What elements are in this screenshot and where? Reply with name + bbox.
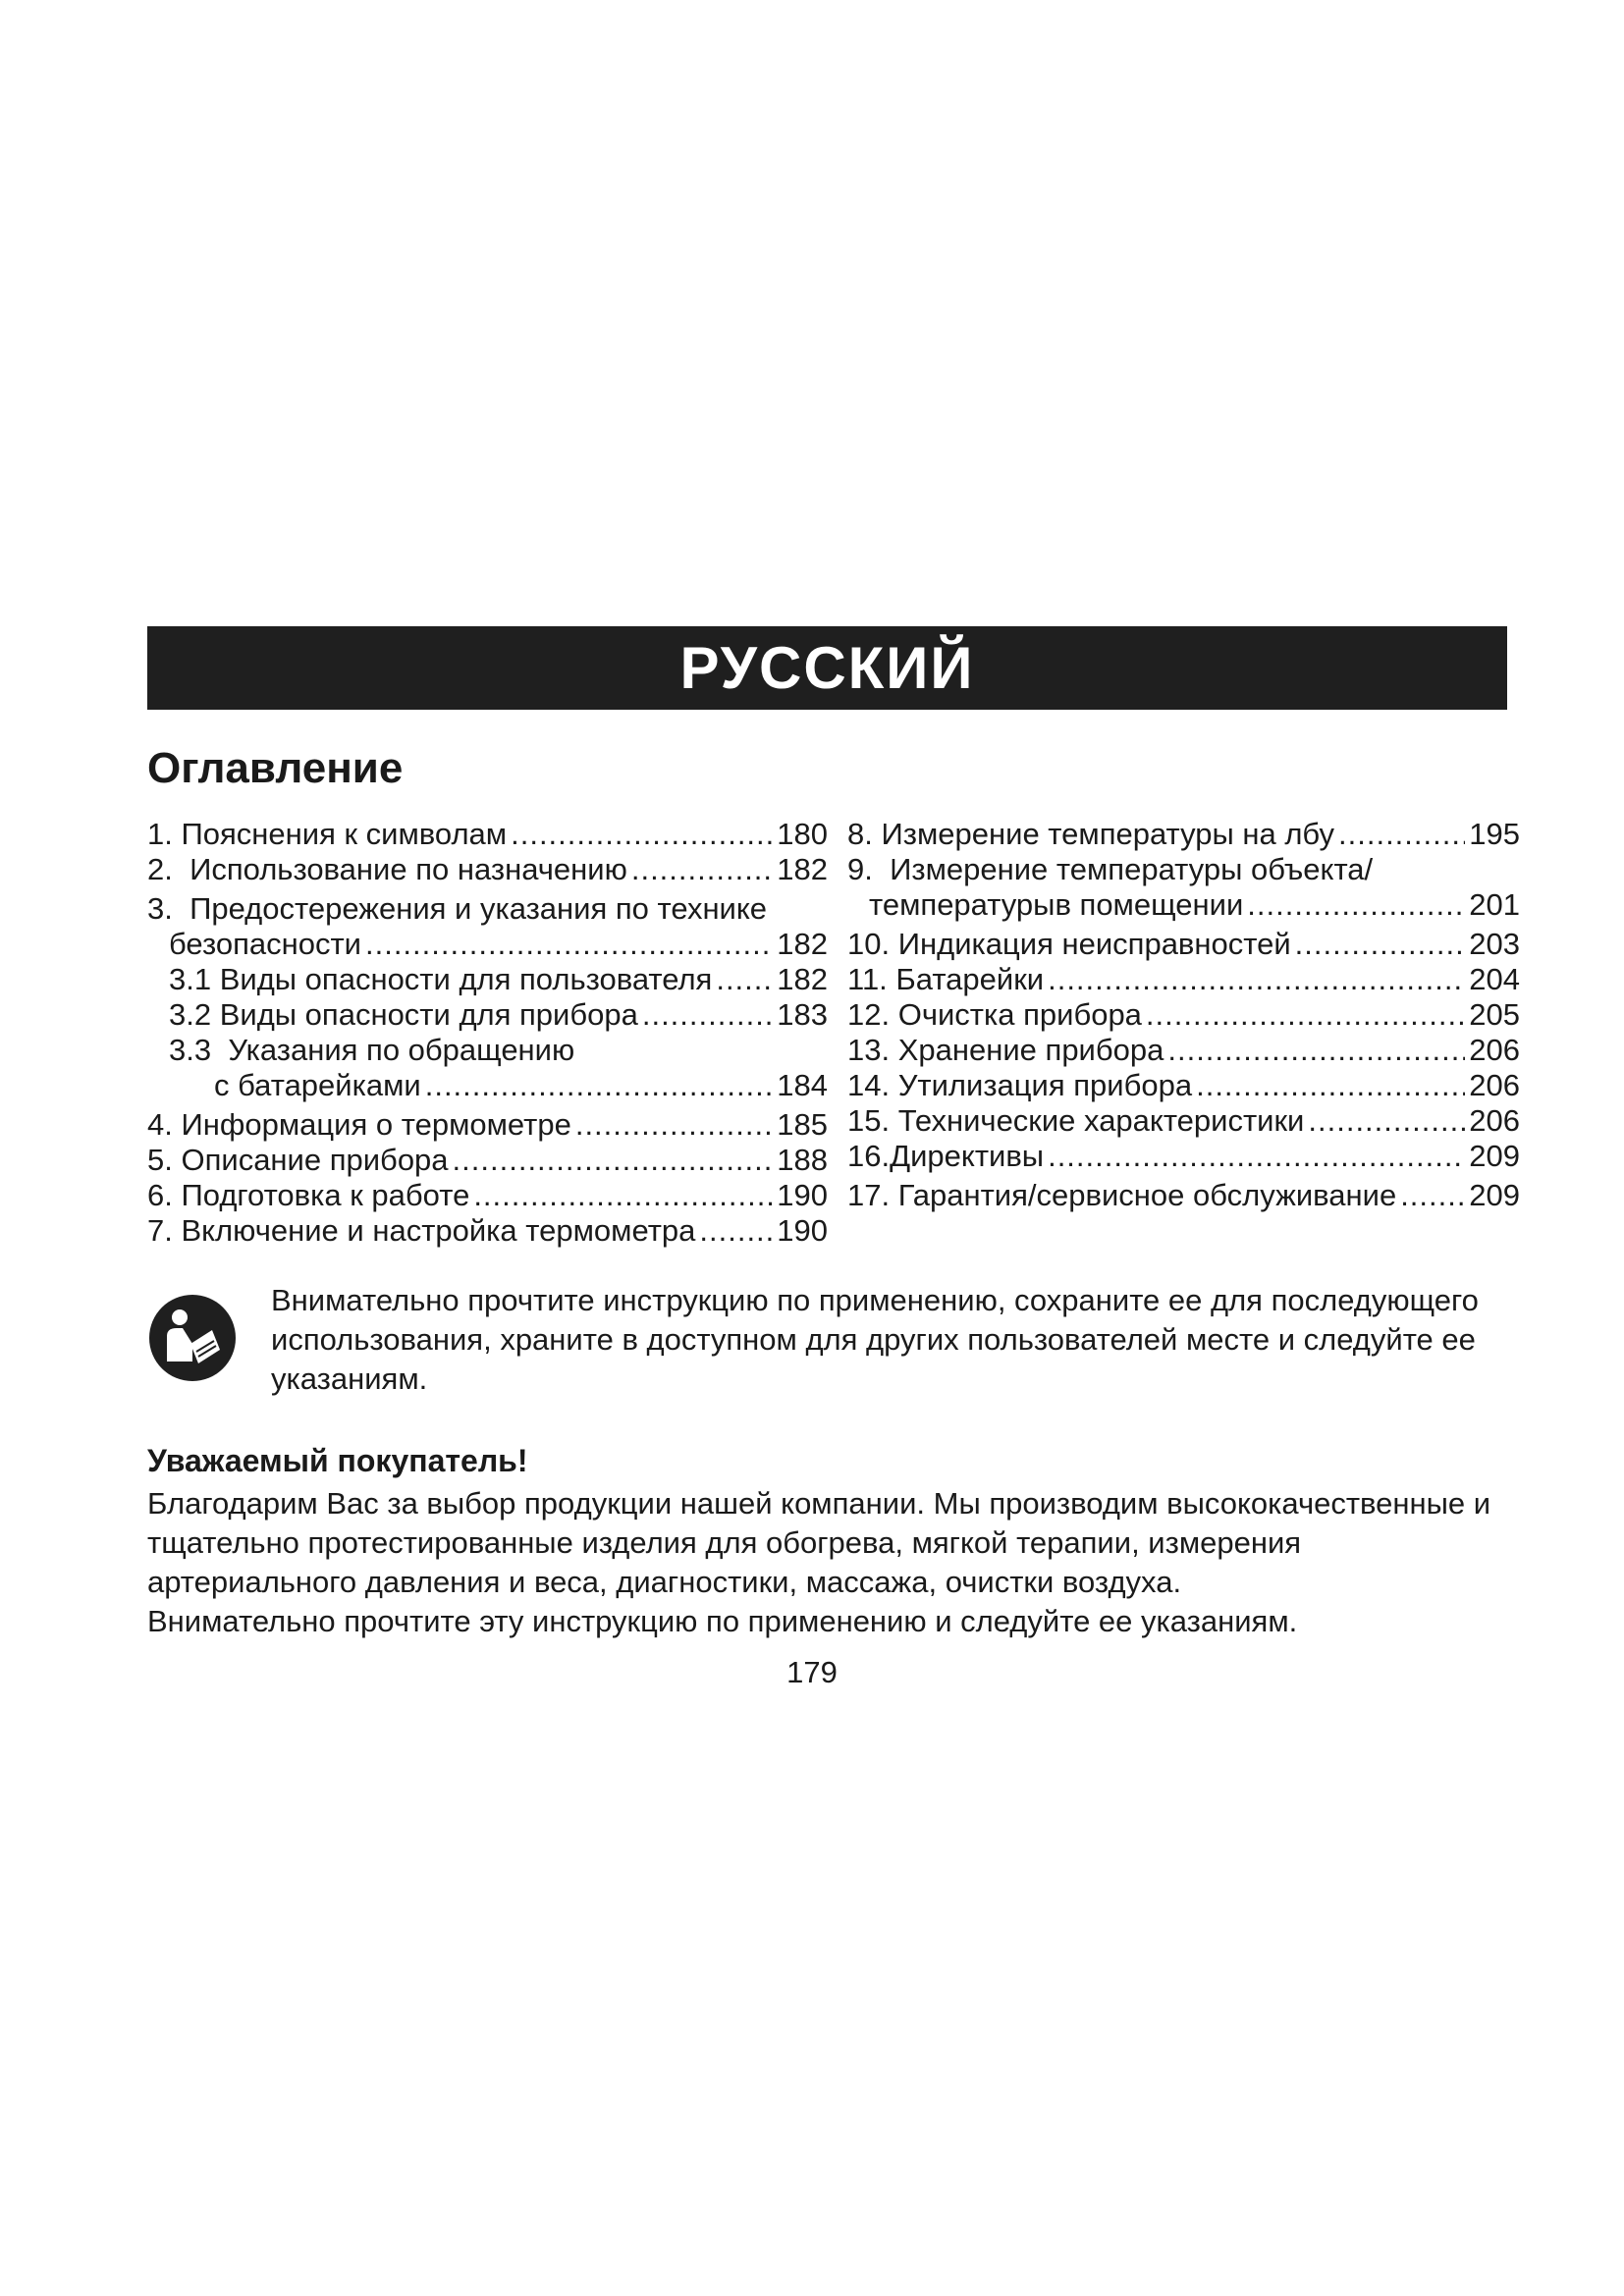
toc-entry	[847, 927, 1520, 962]
toc-entry-number: 15.	[847, 1103, 891, 1138]
toc-entry	[147, 1143, 828, 1178]
toc-entry	[147, 1068, 828, 1103]
toc-entry	[847, 852, 1520, 887]
toc-entry-number: 17.	[847, 1178, 891, 1212]
toc-entry-number: 7.	[147, 1213, 173, 1248]
toc-dot-leader	[575, 1107, 773, 1143]
toc-entry-label: Измерение температуры объекта/	[872, 852, 1374, 886]
toc-entry-number: 6.	[147, 1178, 173, 1212]
toc-entry-label: Гарантия/сервисное обслуживание	[890, 1178, 1397, 1212]
toc-entry	[847, 887, 1520, 923]
toc-dot-leader	[365, 927, 773, 962]
toc-entry-number: 12.	[847, 997, 891, 1032]
toc-entry-label: Информация о термометре	[172, 1107, 571, 1142]
page-number: 179	[786, 1655, 838, 1689]
toc-entry-label: 3.1 Виды опасности для пользователя	[169, 962, 713, 996]
toc-entry-label: Технические характеристики	[890, 1103, 1305, 1138]
toc-entry	[847, 1033, 1520, 1068]
toc-dot-leader	[1048, 962, 1465, 997]
toc-entry-page: 190	[777, 1178, 828, 1212]
toc-entry-label: 3.3 Указания по обращению	[169, 1033, 575, 1067]
toc-heading: Оглавление	[147, 744, 404, 792]
toc-entry-page: 188	[777, 1143, 828, 1177]
toc-dot-leader	[1295, 927, 1466, 962]
toc-entry-page: 195	[1469, 817, 1520, 851]
toc-entry	[147, 852, 828, 887]
toc-entry-page: 203	[1469, 927, 1520, 961]
toc-left-column	[147, 817, 828, 1249]
toc-entry-label: Включение и настройка термометра	[172, 1213, 696, 1248]
toc-entry	[847, 1139, 1520, 1174]
toc-entry-label: Хранение прибора	[890, 1033, 1164, 1067]
toc-entry	[847, 817, 1520, 852]
toc-entry	[147, 1178, 828, 1213]
toc-entry-number: 3.	[147, 891, 173, 926]
toc-entry-label: Измерение температуры на лбу	[872, 817, 1334, 851]
toc-dot-leader	[642, 997, 773, 1033]
toc-entry	[847, 1103, 1520, 1139]
toc-entry-label: Индикация неисправностей	[890, 927, 1291, 961]
toc-entry	[847, 1178, 1520, 1213]
intro-text	[147, 1484, 1512, 1641]
toc-entry	[147, 997, 828, 1033]
toc-entry-number: 5.	[147, 1143, 173, 1177]
toc-entry-number: 10.	[847, 927, 891, 961]
toc-entry-label: Батарейки	[887, 962, 1045, 996]
toc-entry-label: с батарейками	[214, 1068, 421, 1102]
toc-entry-page: 201	[1469, 887, 1520, 922]
toc-entry-label: Подготовка к работе	[172, 1178, 470, 1212]
toc-entry-number: 13.	[847, 1033, 891, 1067]
toc-entry	[847, 962, 1520, 997]
toc-entry-label: 3.2 Виды опасности для прибора	[169, 997, 638, 1032]
read-instructions-notice	[147, 1281, 1512, 1409]
toc-entry-number: 11.	[847, 962, 888, 996]
toc-entry	[147, 1033, 828, 1068]
toc-entry-label: Пояснения к символам	[172, 817, 508, 851]
toc-dot-leader	[1400, 1178, 1465, 1213]
toc-right-column	[847, 817, 1520, 1213]
toc-entry-page: 209	[1469, 1139, 1520, 1173]
toc-dot-leader	[1247, 887, 1465, 923]
toc-dot-leader	[1338, 817, 1465, 852]
toc-dot-leader	[631, 852, 773, 887]
toc-dot-leader	[453, 1143, 774, 1178]
toc-entry	[847, 1068, 1520, 1103]
toc-entry-page: 182	[777, 852, 828, 886]
toc-dot-leader	[1146, 997, 1465, 1033]
toc-entry-page: 205	[1469, 997, 1520, 1032]
language-banner	[147, 626, 1507, 710]
greeting-heading: Уважаемый покупатель!	[147, 1443, 528, 1478]
toc-dot-leader	[1308, 1103, 1465, 1139]
toc-entry	[147, 962, 828, 997]
toc-entry-number: 2.	[147, 852, 173, 886]
notice-text: Внимательно прочтите инструкцию по применению, сохраните ее для последующего использования, храните в доступном для других пользователей месте и следуйте ее указаниям.	[271, 1283, 1479, 1396]
toc-entry-page: 183	[777, 997, 828, 1032]
toc-dot-leader	[473, 1178, 773, 1213]
toc-dot-leader	[511, 817, 773, 852]
toc-entry-number: 14.	[847, 1068, 891, 1102]
toc-entry	[147, 1213, 828, 1249]
toc-entry-label: температурыв помещении	[869, 887, 1244, 922]
toc-entry-number: 9.	[847, 852, 873, 886]
toc-entry	[147, 891, 828, 927]
toc-entry-label: Утилизация прибора	[890, 1068, 1193, 1102]
toc-dot-leader	[1196, 1068, 1465, 1103]
toc-dot-leader	[716, 962, 773, 997]
toc-entry-number: 8.	[847, 817, 873, 851]
toc-entry-page: 180	[777, 817, 828, 851]
toc-entry-page: 206	[1469, 1103, 1520, 1138]
toc-entry-label: Очистка прибора	[890, 997, 1142, 1032]
toc-entry-label: Описание прибора	[172, 1143, 449, 1177]
toc-entry-number: 16.	[847, 1139, 891, 1173]
toc-entry-page: 209	[1469, 1178, 1520, 1212]
toc-entry-page: 190	[777, 1213, 828, 1248]
toc-entry-page: 182	[777, 927, 828, 961]
toc-dot-leader	[425, 1068, 774, 1103]
toc-dot-leader	[699, 1213, 773, 1249]
toc-entry-page: 185	[777, 1107, 828, 1142]
toc-entry	[147, 1107, 828, 1143]
toc-entry	[847, 997, 1520, 1033]
toc-entry-label: безопасности	[169, 927, 361, 961]
toc-entry-number: 4.	[147, 1107, 173, 1142]
banner-title: РУССКИЙ	[679, 635, 975, 701]
toc-entry	[147, 927, 828, 962]
toc-entry-label: Предостережения и указания по технике	[172, 891, 768, 926]
toc-entry-page: 182	[777, 962, 828, 996]
toc-entry-page: 206	[1469, 1068, 1520, 1102]
intro-paragraph-2: Внимательно прочтите эту инструкцию по применению и следуйте ее указаниям.	[147, 1604, 1298, 1638]
toc-dot-leader	[1167, 1033, 1465, 1068]
read-manual-icon	[147, 1293, 238, 1383]
toc-entry-number: 1.	[147, 817, 173, 851]
toc-entry	[147, 817, 828, 852]
toc-entry-page: 184	[777, 1068, 828, 1102]
intro-paragraph-1: Благодарим Вас за выбор продукции нашей компании. Мы производим высококачественные и тщательно протестированные изделия для обогрева, мягкой терапии, измерения артериального давления и веса, диагностики, массажа, очистки воздуха.	[147, 1486, 1491, 1599]
toc-entry-page: 206	[1469, 1033, 1520, 1067]
toc-entry-label: Использование по назначению	[172, 852, 627, 886]
toc-dot-leader	[1048, 1139, 1465, 1174]
toc-entry-page: 204	[1469, 962, 1520, 996]
toc-entry-label: Директивы	[890, 1139, 1045, 1173]
